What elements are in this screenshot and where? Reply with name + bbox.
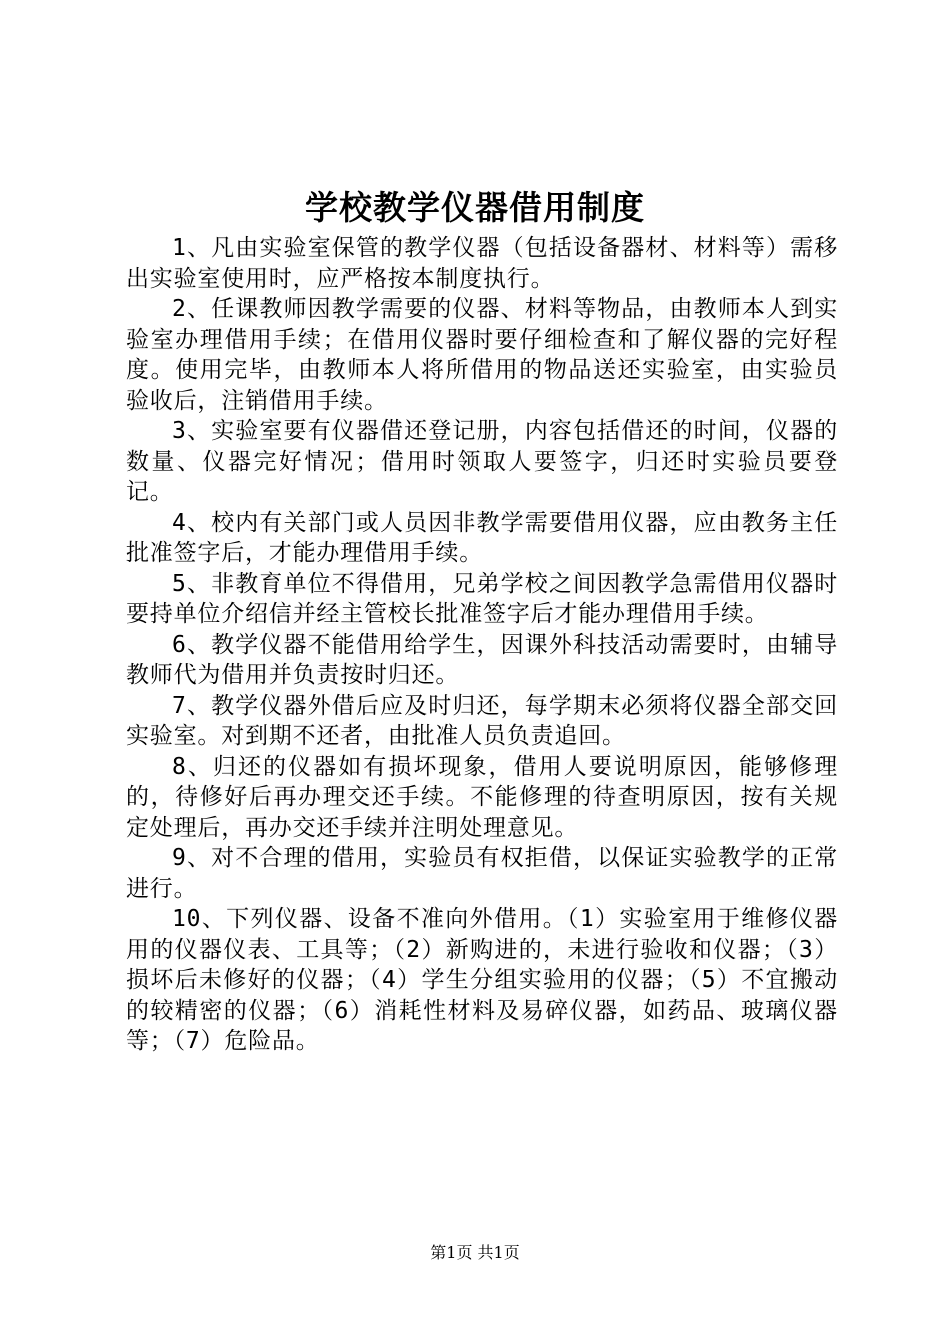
- document-title: 学校教学仪器借用制度: [305, 188, 645, 227]
- paragraph-8: 8、归还的仪器如有损坏现象，借用人要说明原因，能够修理的，待修好后再办理交还手续。不能修理的待查明原因，按有关规定处理后，再办交还手续并注明处理意见。: [126, 753, 838, 841]
- page-number-footer: 第1页 共1页: [430, 1243, 520, 1262]
- paragraph-4: 4、校内有关部门或人员因非教学需要借用仪器，应由教务主任批准签字后，才能办理借用手续。: [126, 509, 838, 566]
- paragraph-1: 1、凡由实验室保管的教学仪器（包括设备器材、材料等）需移出实验室使用时，应严格按本制度执行。: [126, 235, 838, 292]
- paragraph-2: 2、任课教师因教学需要的仪器、材料等物品，由教师本人到实验室办理借用手续；在借用仪器时要仔细检查和了解仪器的完好程度。使用完毕，由教师本人将所借用的物品送还实验室，由实验员验收后，注销借用手续。: [126, 296, 838, 414]
- paragraph-5: 5、非教育单位不得借用，兄弟学校之间因教学急需借用仪器时要持单位介绍信并经主管校长批准签字后才能办理借用手续。: [126, 570, 838, 627]
- paragraph-9: 9、对不合理的借用，实验员有权拒借，以保证实验教学的正常进行。: [126, 845, 838, 902]
- paragraph-10: 10、下列仪器、设备不准向外借用。（1）实验室用于维修仪器用的仪器仪表、工具等；（2）新购进的，未进行验收和仪器；（3）损坏后未修好的仪器；（4）学生分组实验用的仪器；（5）不宜搬动的较精密的仪器；（6）消耗性材料及易碎仪器，如药品、玻璃仪器等；（7）危险品。: [126, 906, 838, 1054]
- paragraph-3: 3、实验室要有仪器借还登记册，内容包括借还的时间，仪器的数量、仪器完好情况；借用时领取人要签字，归还时实验员要登记。: [126, 418, 838, 505]
- paragraph-6: 6、教学仪器不能借用给学生，因课外科技活动需要时，由辅导教师代为借用并负责按时归还。: [126, 631, 838, 688]
- document-body: [126, 233, 838, 1057]
- paragraph-7: 7、教学仪器外借后应及时归还，每学期末必须将仪器全部交回实验室。对到期不还者，由批准人员负责追回。: [126, 692, 838, 749]
